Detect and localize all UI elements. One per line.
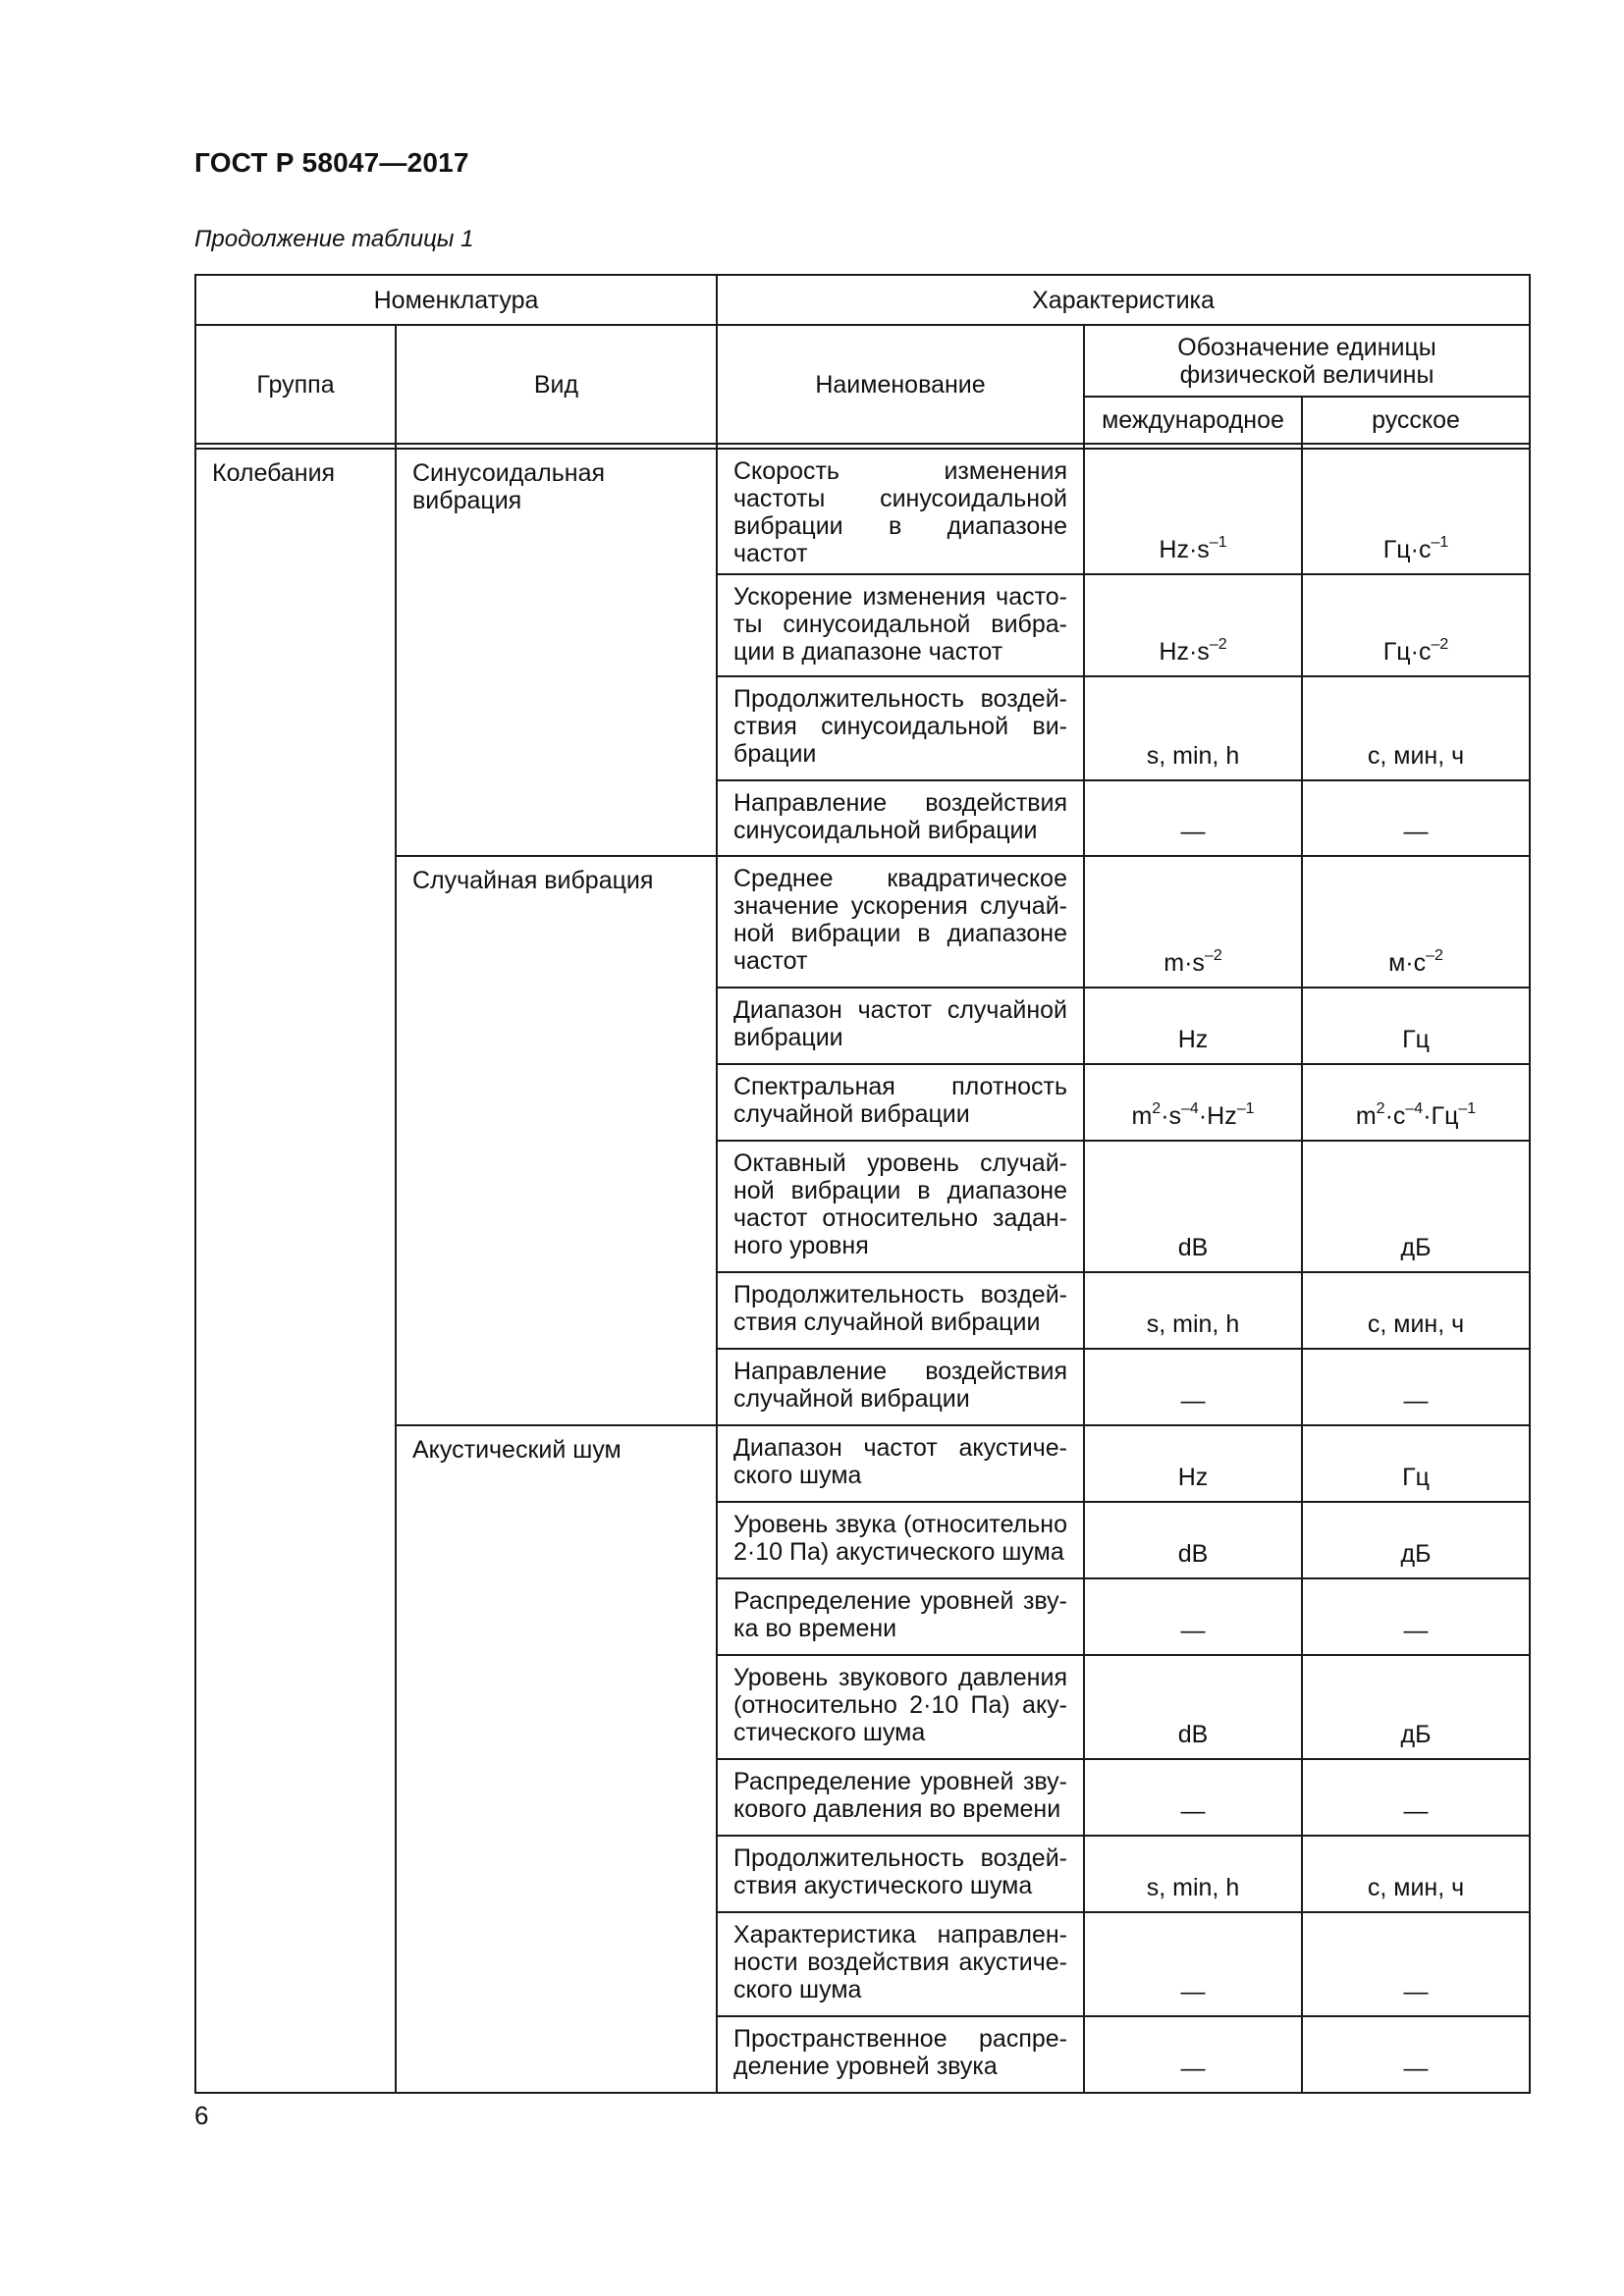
header-row-1 [195, 275, 1530, 325]
unit-international-cell: Hz [1084, 1425, 1302, 1502]
unit-russian-cell: дБ [1302, 1655, 1530, 1759]
kind-cell: Случайная вибрация [396, 856, 717, 1425]
table-row [195, 449, 1530, 574]
characteristic-name-cell: Направление воздействия случайной вибрации [717, 1349, 1084, 1425]
unit-international-cell: — [1084, 780, 1302, 856]
characteristic-name-cell: Ускорение изменения частоты синусоидальной вибрации в диапазоне частот [717, 574, 1084, 676]
characteristic-name-cell: Диапазон частот акустического шума [717, 1425, 1084, 1502]
unit-russian-cell: Гц [1302, 1425, 1530, 1502]
unit-international-cell: $m\cdot s^{-2}$ [1084, 856, 1302, 988]
characteristic-name-cell: Уровень звукового давления (относительно 2·10 Па) акустического шума [717, 1655, 1084, 1759]
characteristic-name-cell: Продолжительность воздействия случайной вибрации [717, 1272, 1084, 1349]
table-row [195, 1425, 1530, 1502]
unit-international-cell: $Hz\cdot s^{-1}$ [1084, 449, 1302, 574]
table-row [195, 856, 1530, 988]
unit-international-cell: s, min, h [1084, 1272, 1302, 1349]
unit-international-cell: — [1084, 1759, 1302, 1836]
unit-international-cell: dB [1084, 1655, 1302, 1759]
characteristic-name-cell: Направление воздействия синусоидальной вибрации [717, 780, 1084, 856]
unit-russian-cell: дБ [1302, 1141, 1530, 1272]
unit-russian-cell: $м\cdot с^{-2}$ [1302, 856, 1530, 988]
characteristic-name-cell: Скорость изменения частоты синусоидальной вибрации в диапазоне частот [717, 449, 1084, 574]
document-code: ГОСТ Р 58047—2017 [194, 147, 469, 178]
characteristic-name-cell: Диапазон частот случайной вибрации [717, 988, 1084, 1064]
unit-international-cell: — [1084, 1349, 1302, 1425]
header-international: международное [1084, 397, 1302, 444]
unit-russian-cell: — [1302, 1578, 1530, 1655]
header-nomenclature: Номенклатура [195, 275, 717, 325]
unit-russian-cell: $Гц\cdot с^{-2}$ [1302, 574, 1530, 676]
unit-russian-cell: — [1302, 1759, 1530, 1836]
kind-cell: Акустический шум [396, 1425, 717, 2093]
header-unit-designation: Обозначение единицы физической величины [1084, 325, 1530, 397]
characteristic-name-cell: Характеристика направленности воздействия акустического шума [717, 1912, 1084, 2016]
characteristic-name-cell: Пространственное распределение уровней звука [717, 2016, 1084, 2093]
unit-international-cell: s, min, h [1084, 676, 1302, 780]
header-kind: Вид [396, 325, 717, 444]
unit-russian-cell: с, мин, ч [1302, 1836, 1530, 1912]
unit-international-cell: — [1084, 1912, 1302, 2016]
header-name: Наименование [717, 325, 1084, 444]
characteristic-name-cell: Распределение уровней звукового давления во времени [717, 1759, 1084, 1836]
unit-international-cell: $Hz\cdot s^{-2}$ [1084, 574, 1302, 676]
unit-russian-cell: $Гц\cdot с^{-1}$ [1302, 449, 1530, 574]
unit-russian-cell: $m^2\cdot с^{-4}\cdot Гц^{-1}$ [1302, 1064, 1530, 1141]
unit-international-cell: s, min, h [1084, 1836, 1302, 1912]
unit-international-cell: dB [1084, 1141, 1302, 1272]
unit-russian-cell: — [1302, 2016, 1530, 2093]
header-characteristic: Характеристика [717, 275, 1530, 325]
characteristics-table [194, 274, 1531, 2094]
characteristic-name-cell: Продолжительность воздействия акустического шума [717, 1836, 1084, 1912]
characteristic-name-cell: Октавный уровень случайной вибрации в диапазоне частот относительно заданного уровня [717, 1141, 1084, 1272]
characteristic-name-cell: Продолжительность воздействия синусоидальной вибрации [717, 676, 1084, 780]
kind-cell: Синусоидальная вибрация [396, 449, 717, 856]
unit-russian-cell: Гц [1302, 988, 1530, 1064]
unit-international-cell: dB [1084, 1502, 1302, 1578]
unit-international-cell: — [1084, 2016, 1302, 2093]
characteristic-name-cell: Спектральная плотность случайной вибрации [717, 1064, 1084, 1141]
unit-russian-cell: дБ [1302, 1502, 1530, 1578]
unit-russian-cell: — [1302, 780, 1530, 856]
table-caption: Продолжение таблицы 1 [194, 226, 474, 252]
header-group: Группа [195, 325, 396, 444]
unit-russian-cell: — [1302, 1912, 1530, 2016]
unit-russian-cell: — [1302, 1349, 1530, 1425]
unit-international-cell: Hz [1084, 988, 1302, 1064]
unit-russian-cell: с, мин, ч [1302, 676, 1530, 780]
characteristic-name-cell: Среднее квадратическое значение ускорения случайной вибрации в диапазоне частот [717, 856, 1084, 988]
unit-russian-cell: с, мин, ч [1302, 1272, 1530, 1349]
unit-international-cell: — [1084, 1578, 1302, 1655]
group-cell: Колебания [195, 449, 396, 2093]
characteristic-name-cell: Уровень звука (относительно 2·10 Па) акустического шума [717, 1502, 1084, 1578]
header-russian: русское [1302, 397, 1530, 444]
characteristic-name-cell: Распределение уровней звука во времени [717, 1578, 1084, 1655]
page-number: 6 [194, 2101, 209, 2130]
header-row-2 [195, 325, 1530, 397]
unit-international-cell: $m^2\cdot s^{-4}\cdot Hz^{-1}$ [1084, 1064, 1302, 1141]
